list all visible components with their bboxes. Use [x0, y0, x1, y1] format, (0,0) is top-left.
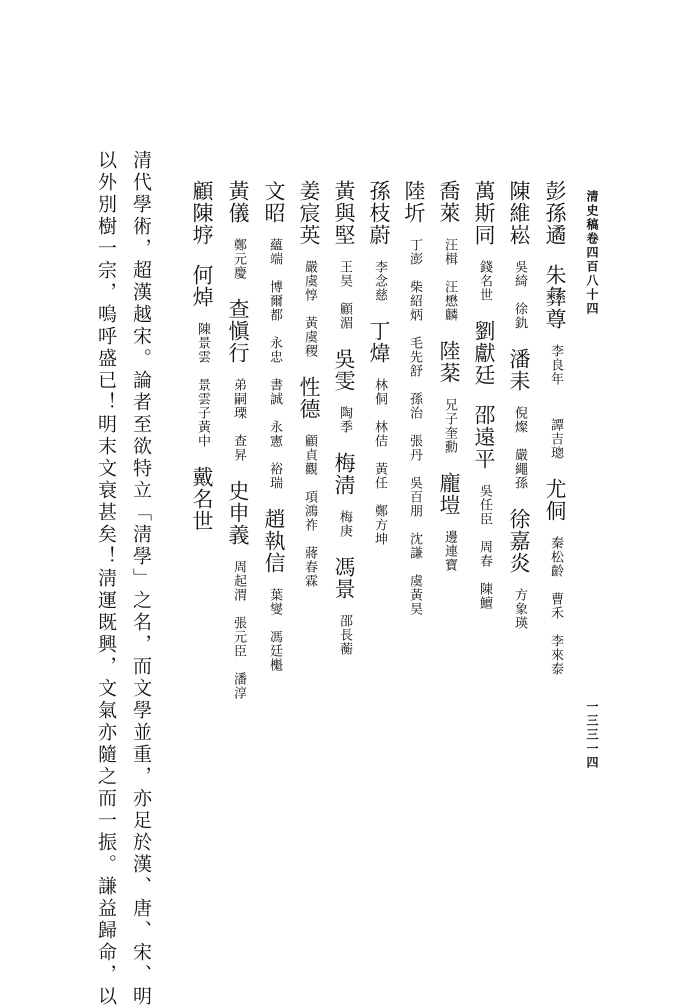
main-biography-name: 黃儀 — [226, 180, 250, 224]
main-biography-name: 趙執信 — [262, 508, 286, 574]
main-biography-name: 顧陳垿 — [190, 180, 214, 246]
main-biography-name: 徐嘉炎 — [507, 508, 531, 574]
main-biography-name: 何焯 — [190, 264, 214, 308]
appended-biography-names: 鄭元慶 — [231, 238, 246, 280]
main-biography-name: 姜宸英 — [297, 180, 321, 246]
main-biography-name: 梅淸 — [332, 452, 356, 496]
name-column — [368, 180, 389, 564]
intro-paragraph-line-2: 以外別樹一宗，嗚呼盛已！明末文衰甚矣！淸運既興，文氣亦隨之而一振。謙益歸命，以 — [95, 150, 117, 1008]
name-column — [333, 180, 354, 674]
appended-biography-names: 倪燦 嚴繩孫 — [512, 406, 527, 490]
appended-biography-names: 邊連寶 — [442, 530, 457, 572]
main-biography-name: 彭孫遹 — [543, 180, 567, 246]
main-biography-name: 陸圻 — [402, 180, 426, 224]
name-column — [298, 180, 319, 606]
main-biography-name: 喬萊 — [437, 180, 461, 224]
appended-biography-names: 秦松齡 曹禾 李來泰 — [548, 536, 563, 676]
appended-biography-names: 梅庚 — [337, 510, 352, 538]
appended-biography-names: 汪楫 汪懋麟 — [442, 238, 457, 322]
appended-biography-names: 弟嗣瑮 查昇 — [231, 378, 246, 462]
main-biography-name: 萬斯同 — [472, 180, 496, 246]
appended-biography-names: 陶季 — [337, 406, 352, 434]
appended-biography-names: 王昊 顧湄 — [337, 260, 352, 330]
main-biography-name: 查愼行 — [226, 298, 250, 364]
appended-biography-names: 吳任臣 周春 陳鱣 — [477, 484, 492, 610]
main-biography-name: 劉獻廷 — [472, 320, 496, 386]
name-column — [438, 180, 459, 590]
appended-biography-names: 周起渭 張元臣 潘淳 — [231, 560, 246, 700]
appended-biography-names: 顧貞觀 項鴻祚 蔣春霖 — [302, 434, 317, 588]
main-biography-name: 尤侗 — [543, 478, 567, 522]
appended-biography-names: 嚴虞惇 黃虞稷 — [302, 260, 317, 358]
main-biography-name: 吳雯 — [332, 348, 356, 392]
name-column — [508, 180, 529, 648]
appended-biography-names: 錢名世 — [477, 260, 492, 302]
main-biography-name: 龐塏 — [437, 472, 461, 516]
main-biography-name: 性德 — [297, 376, 321, 420]
main-biography-name: 孫枝蔚 — [367, 180, 391, 246]
appended-biography-names: 兄子奎勳 — [442, 398, 457, 454]
main-biography-name: 文昭 — [262, 180, 286, 224]
appended-biography-names: 林侗 林佶 黃任 鄭方坤 — [372, 378, 387, 546]
appended-biography-names: 陳景雲 景雲子黃中 — [195, 322, 210, 448]
main-biography-name: 史申義 — [226, 480, 250, 546]
appended-biography-names: 邵長蘅 — [337, 614, 352, 656]
appended-biography-names: 蘊端 博爾都 永忠 書誠 永憲 裕瑞 — [267, 238, 282, 490]
main-biography-name: 陳維崧 — [507, 180, 531, 246]
volume-title: 清史稿卷四百八十四 — [585, 190, 599, 316]
main-biography-name: 邵遠平 — [472, 404, 496, 470]
intro-paragraph-line-1: 清代學術，超漢越宋。論者至欲特立「淸學」之名，而文學並重，亦足於漢、唐、宋、明 — [130, 150, 152, 1008]
main-biography-name: 丁煒 — [367, 320, 391, 364]
name-column — [227, 180, 248, 718]
page-number: 一三三一四 — [585, 700, 599, 770]
name-column — [191, 180, 212, 550]
appended-biography-names: 李念慈 — [372, 260, 387, 302]
main-biography-name: 陸棻 — [437, 340, 461, 384]
appended-biography-names: 方象瑛 — [512, 588, 527, 630]
appended-biography-names: 譚吉璁 — [548, 418, 563, 460]
main-biography-name: 潘耒 — [507, 348, 531, 392]
main-biography-name: 朱彝尊 — [543, 264, 567, 330]
name-column — [263, 180, 284, 690]
name-column — [403, 180, 424, 634]
main-biography-name: 馮景 — [332, 556, 356, 600]
appended-biography-names: 丁澎 柴紹炳 毛先舒 孫治 張丹 吳百朋 沈謙 虞黃昊 — [407, 238, 422, 616]
name-column — [544, 180, 565, 694]
appended-biography-names: 吳綺 徐釚 — [512, 260, 527, 330]
name-column — [473, 180, 494, 628]
appended-biography-names: 葉燮 馮廷櫆 — [267, 588, 282, 672]
appended-biography-names: 李良年 — [548, 344, 563, 386]
main-biography-name: 戴名世 — [190, 466, 214, 532]
main-biography-name: 黃與堅 — [332, 180, 356, 246]
